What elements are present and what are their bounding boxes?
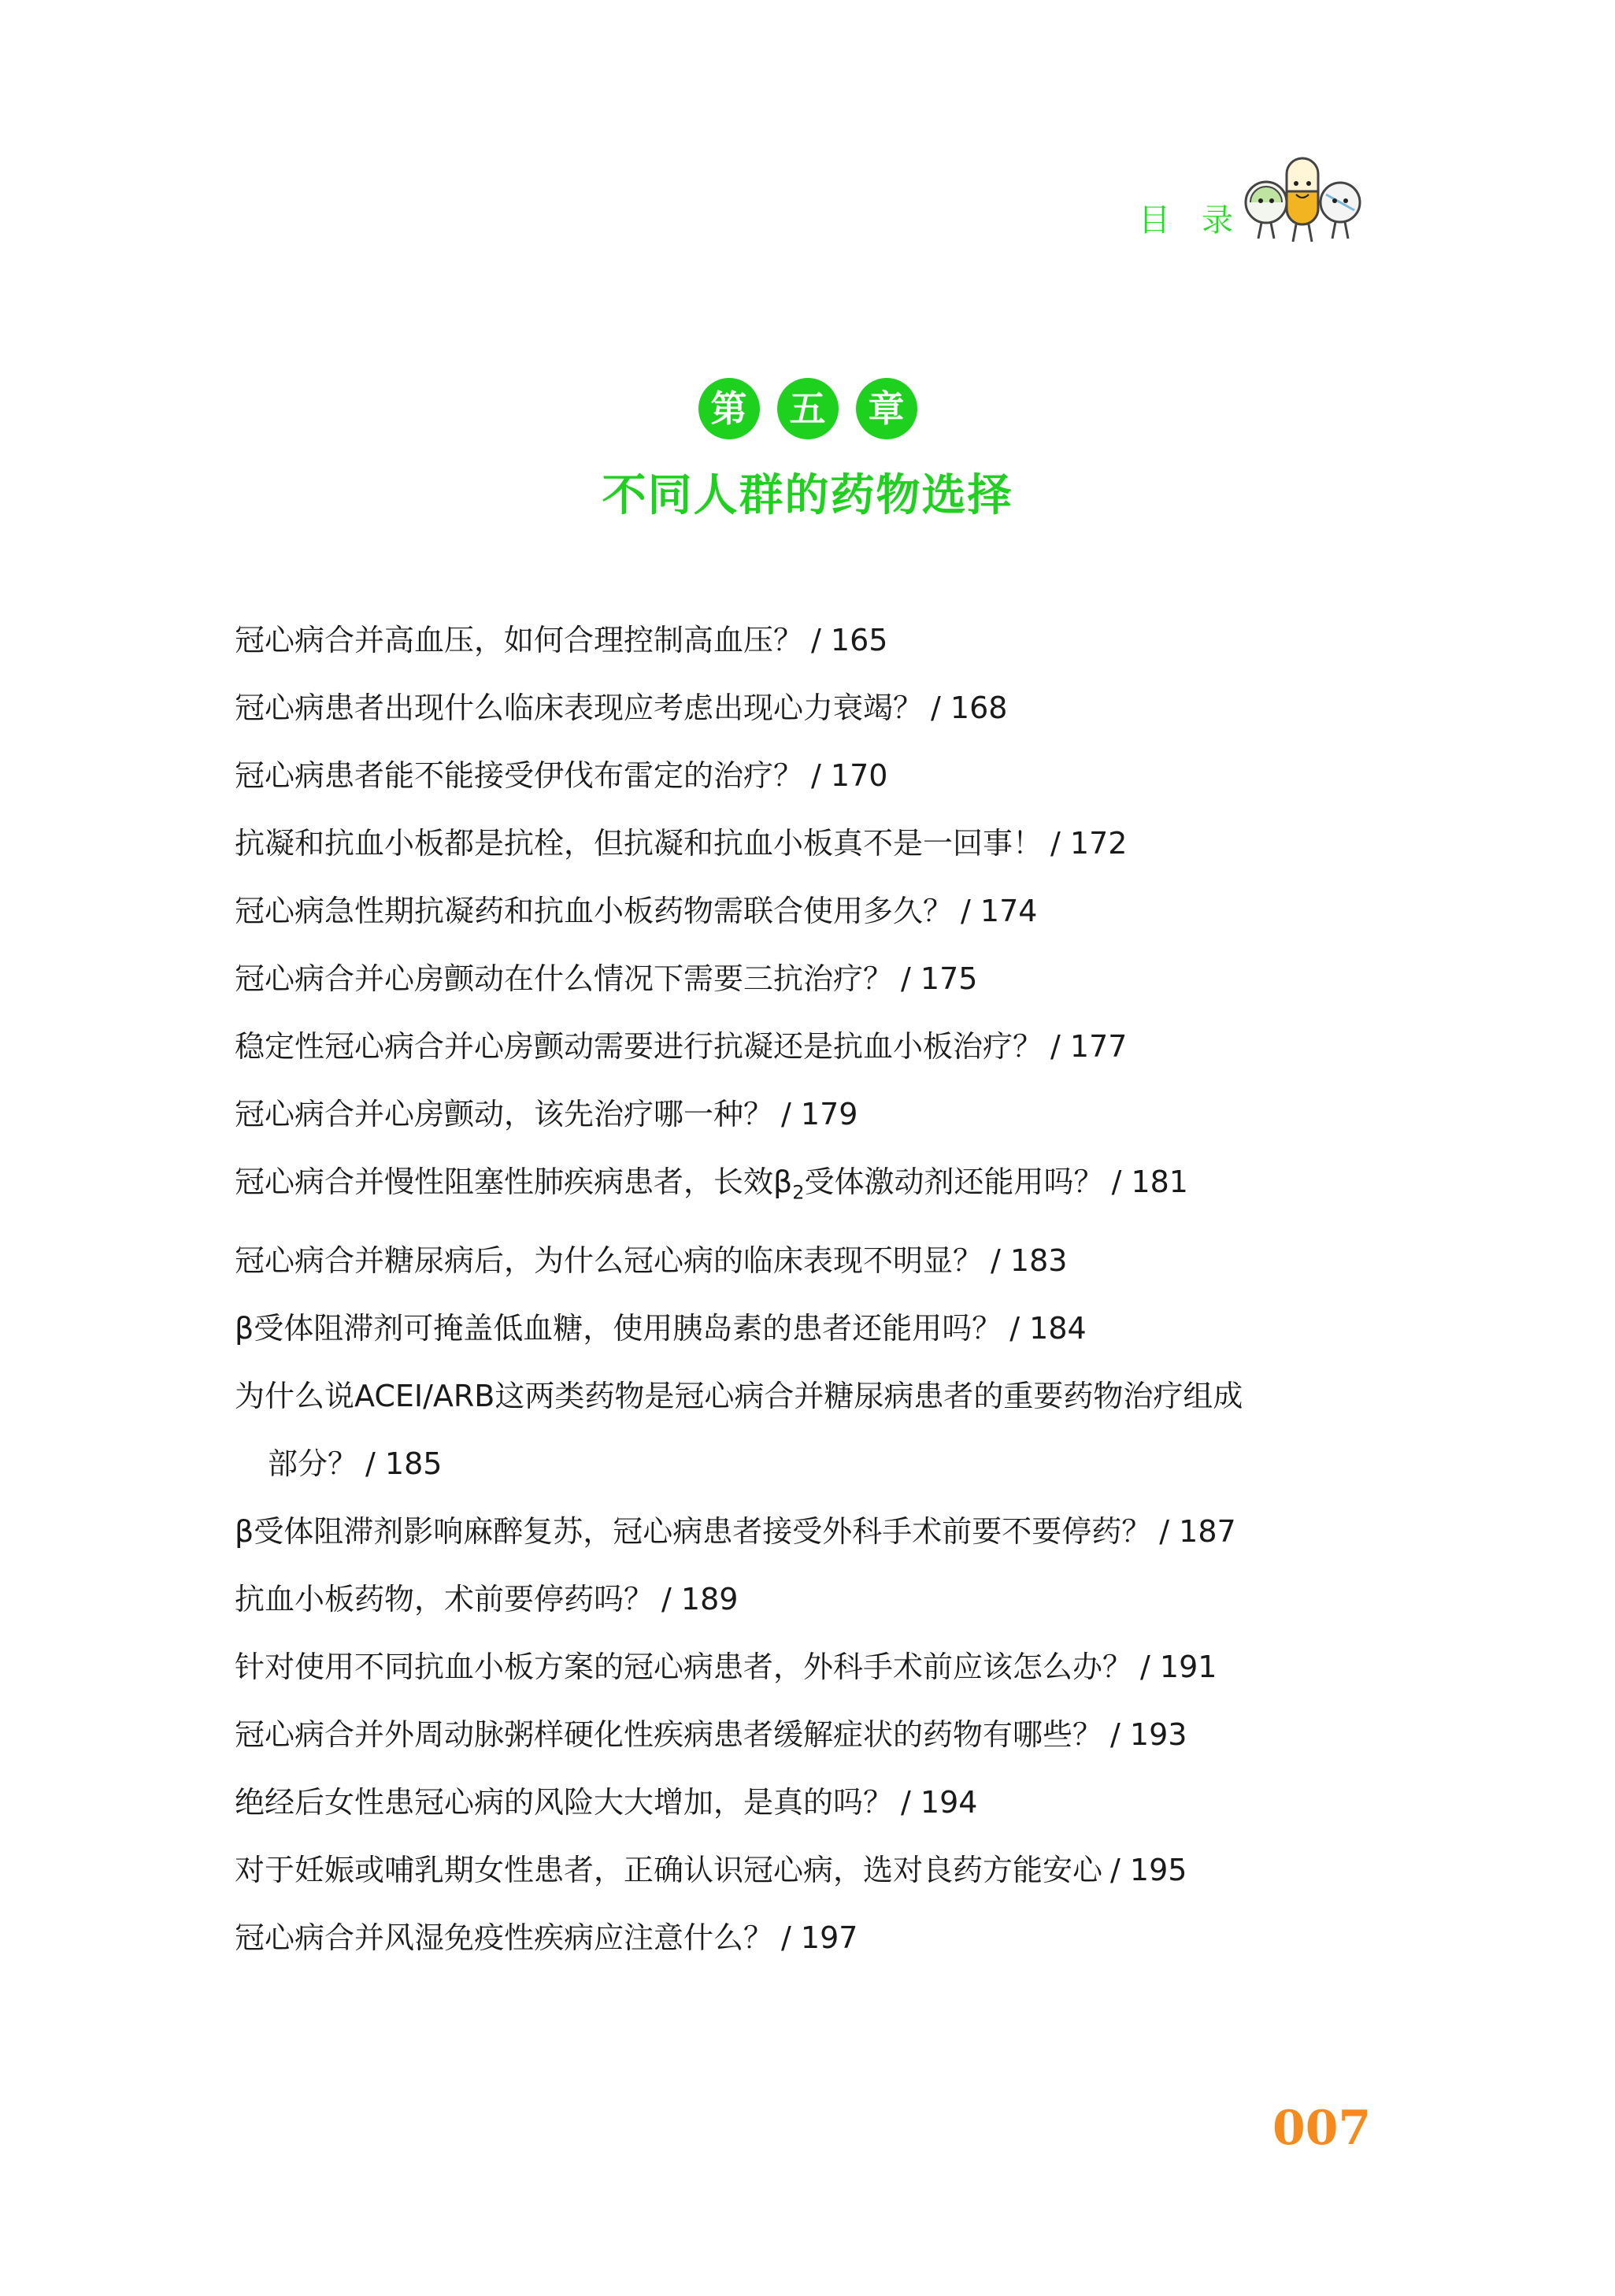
chapter-number-badges: [0, 378, 1615, 439]
toc-entry[interactable]: [235, 945, 1369, 1013]
toc-entry[interactable]: [235, 1904, 1369, 1972]
toc-entry[interactable]: [235, 1227, 1369, 1294]
toc-entry[interactable]: [235, 1148, 1369, 1227]
toc-entry-page: / 172: [1050, 826, 1128, 861]
toc-entry-title: 冠心病患者出现什么临床表现应考虑出现心力衰竭？: [235, 691, 924, 725]
toc-entry[interactable]: [235, 809, 1369, 877]
toc-entry-title: 冠心病合并心房颤动在什么情况下需要三抗治疗？: [235, 961, 894, 996]
toc-entry[interactable]: [235, 1080, 1369, 1148]
toc-entry-title: 冠心病合并慢性阻塞性肺疾病患者，长效β: [235, 1165, 793, 1199]
page-number: 007: [1272, 2101, 1372, 2156]
toc-entry-title: 冠心病急性期抗凝药和抗血小板药物需联合使用多久？: [235, 894, 954, 928]
toc-entry[interactable]: [235, 1701, 1369, 1768]
toc-entry-page: / 194: [901, 1784, 978, 1820]
toc-entry-page: / 189: [661, 1581, 739, 1616]
toc-entry[interactable]: [235, 1633, 1369, 1701]
toc-entry-title: 冠心病合并心房颤动，该先治疗哪一种？: [235, 1097, 774, 1131]
toc-entry-title: 针对使用不同抗血小板方案的冠心病患者，外科手术前应该怎么办？: [235, 1649, 1133, 1684]
toc-entry-page: / 168: [931, 691, 1008, 725]
toc-entry-title: 抗凝和抗血小板都是抗栓，但抗凝和抗血小板真不是一回事！: [235, 826, 1043, 861]
toc-entry-page: / 170: [811, 758, 888, 793]
toc-entry[interactable]: [235, 1768, 1369, 1836]
header-label-part1: 目: [1139, 202, 1170, 239]
toc-entry-title: 对于妊娠或哺乳期女性患者，正确认识冠心病，选对良药方能安心: [235, 1852, 1103, 1887]
toc-entry-title-cont: 部分？: [268, 1446, 358, 1481]
header-label-part2: 录: [1202, 202, 1233, 239]
toc-entry-page: / 193: [1110, 1716, 1187, 1752]
toc-entry-title: 为什么说ACEI/ARB这两类药物是冠心病合并糖尿病患者的重要药物治疗组成: [235, 1378, 1243, 1413]
toc-entry-page: / 187: [1159, 1513, 1236, 1549]
toc-entry-title: 冠心病合并风湿免疫性疾病应注意什么？: [235, 1920, 774, 1955]
toc-entry[interactable]: [235, 1013, 1369, 1080]
toc-entry-title: 绝经后女性患冠心病的风险大大增加，是真的吗？: [235, 1784, 894, 1820]
toc-entry-title: 冠心病合并糖尿病后，为什么冠心病的临床表现不明显？: [235, 1242, 983, 1278]
toc-entry[interactable]: [235, 1565, 1369, 1633]
toc-entry[interactable]: [235, 606, 1369, 674]
running-header: [1139, 195, 1233, 240]
toc-entry-title: 冠心病合并高血压，如何合理控制高血压？: [235, 623, 804, 657]
pill-mascot-icon: [1244, 154, 1362, 248]
toc-entry-page: / 177: [1050, 1029, 1128, 1064]
toc-entry-page: / 175: [901, 961, 978, 996]
toc-entry-page: / 174: [961, 894, 1038, 928]
chapter-badge-3: 章: [856, 378, 917, 439]
toc-entry-page: / 184: [1009, 1310, 1087, 1346]
toc-entry[interactable]: [235, 674, 1369, 742]
toc-entry[interactable]: [235, 1498, 1369, 1565]
toc-entry[interactable]: [235, 742, 1369, 809]
toc-entry[interactable]: [235, 1836, 1369, 1904]
toc-entry-page: / 185: [365, 1446, 443, 1481]
toc-entry-page: / 195: [1110, 1852, 1187, 1887]
chapter-badge-2: 五: [777, 378, 839, 439]
toc-entry-page: / 183: [991, 1242, 1068, 1278]
toc-entry-page: / 179: [781, 1097, 858, 1131]
toc-entry-title: β受体阻滞剂可掩盖低血糖，使用胰岛素的患者还能用吗？: [235, 1310, 1002, 1346]
toc-entry-page: / 165: [811, 623, 888, 657]
toc-entry-title: 抗血小板药物，术前要停药吗？: [235, 1581, 654, 1616]
toc-entry-page: / 197: [781, 1920, 858, 1955]
toc-entry-page: / 181: [1111, 1165, 1188, 1199]
toc-entry-title: 冠心病患者能不能接受伊伐布雷定的治疗？: [235, 758, 804, 793]
toc-entry-title-cont: 受体激动剂还能用吗？: [804, 1165, 1104, 1199]
toc-entry-title: 稳定性冠心病合并心房颤动需要进行抗凝还是抗血小板治疗？: [235, 1029, 1043, 1064]
toc-entry[interactable]: [235, 1294, 1369, 1362]
toc-entry[interactable]: [235, 877, 1369, 945]
chapter-badge-1: 第: [698, 378, 760, 439]
chapter-title: 不同人群的药物选择: [602, 469, 1013, 521]
toc-entry-title: 冠心病合并外周动脉粥样硬化性疾病患者缓解症状的药物有哪些？: [235, 1716, 1103, 1752]
toc-entry-page: / 191: [1140, 1649, 1217, 1684]
table-of-contents: [235, 606, 1369, 1972]
toc-entry-title: β受体阻滞剂影响麻醉复苏，冠心病患者接受外科手术前要不要停药？: [235, 1513, 1152, 1549]
toc-entry-subscript: 2: [792, 1181, 805, 1204]
toc-entry[interactable]: [235, 1362, 1369, 1498]
